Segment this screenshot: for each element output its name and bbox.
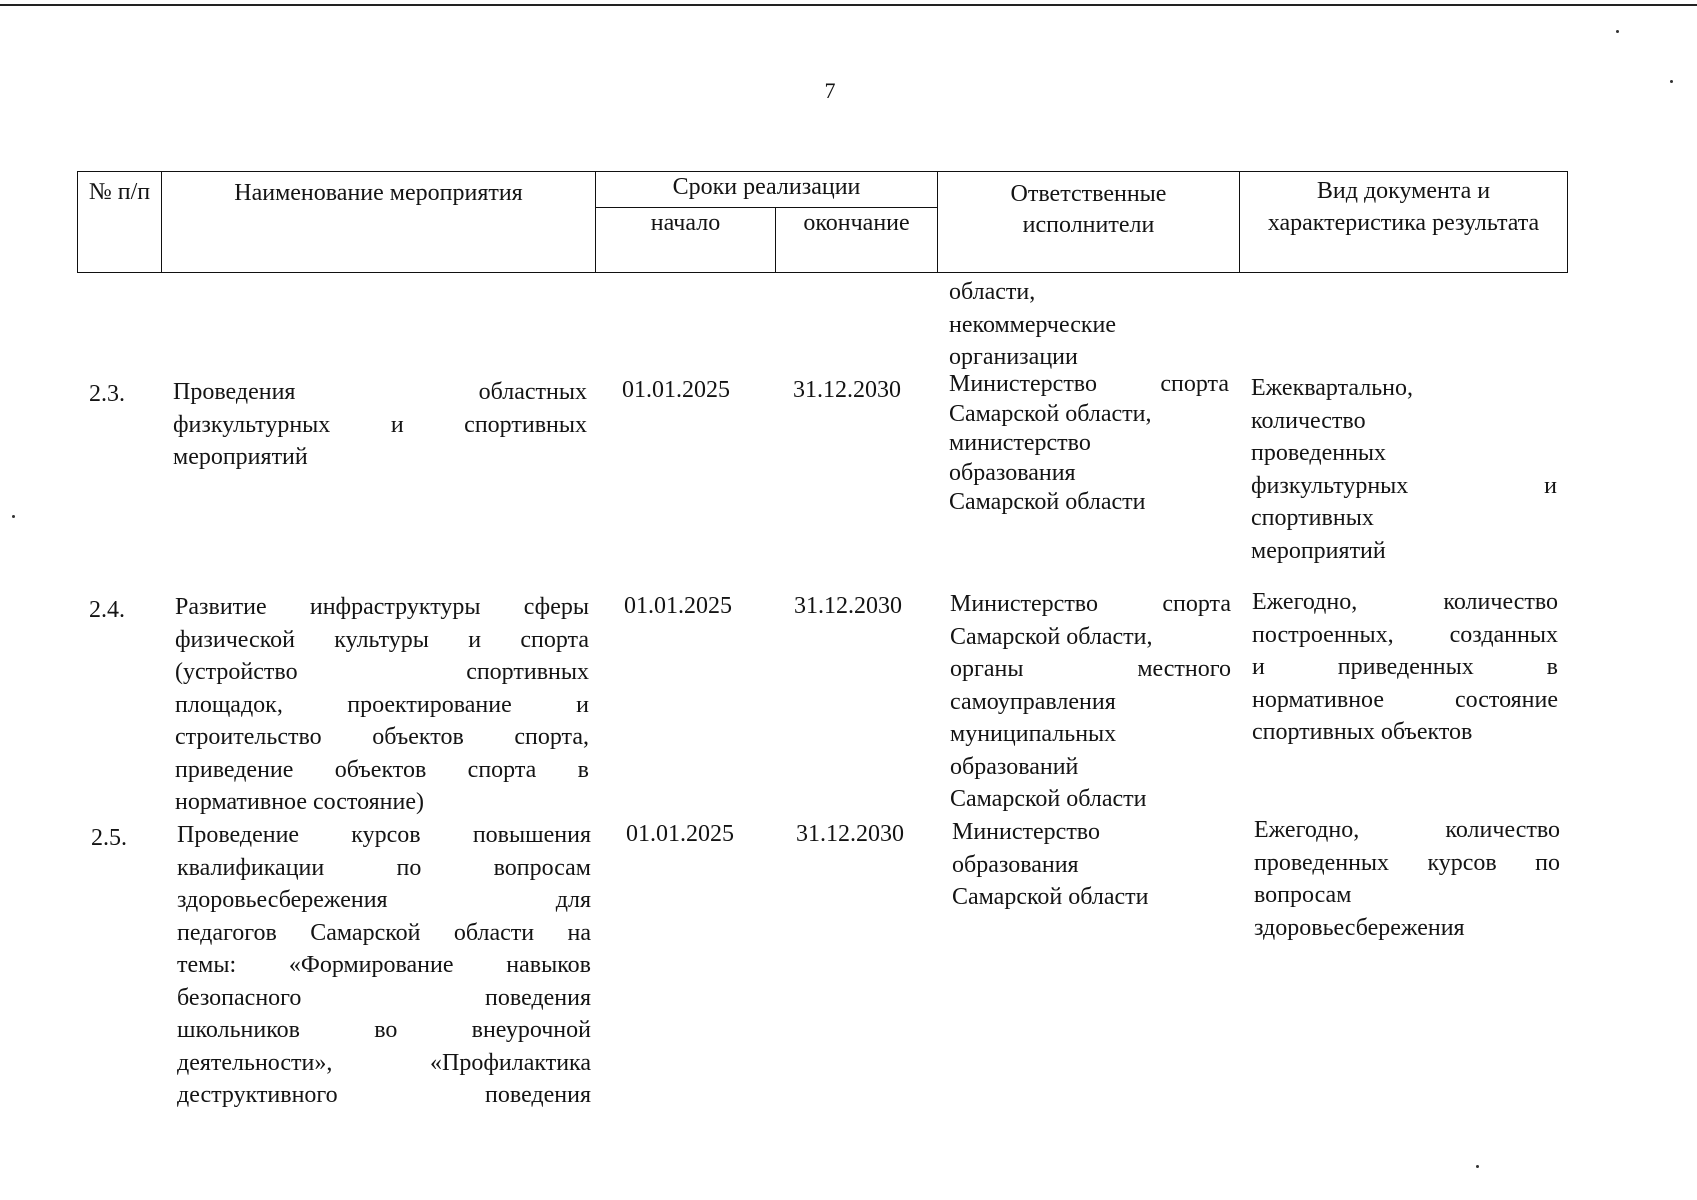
- document-line: построенных, созданных: [1252, 621, 1558, 648]
- document-line: физкультурных и: [1251, 472, 1557, 499]
- document-line: нормативное состояние: [1252, 686, 1558, 713]
- row-2-4-num: 2.4.: [89, 597, 125, 623]
- event-name-line: строительство объектов спорта,: [175, 724, 589, 750]
- document-line: мероприятий: [1251, 537, 1386, 564]
- row-2-3-responsible: [949, 370, 1229, 518]
- event-name-line: деятельности», «Профилактика: [177, 1049, 591, 1076]
- event-name-line: физкультурных и спортивных: [173, 411, 587, 438]
- row-2-4-event-name: [175, 591, 589, 819]
- row-2-4-document: [1252, 586, 1558, 749]
- event-name-line: темы: «Формирование навыков: [177, 952, 591, 978]
- row-2-3-document: [1251, 372, 1557, 567]
- document-line: спортивных: [1251, 505, 1374, 531]
- responsible-line: Самарской области: [950, 786, 1147, 812]
- row-2-4-responsible: [950, 588, 1231, 816]
- row-2-3-end: 31.12.2030: [793, 377, 901, 403]
- responsible-line: образования: [949, 459, 1076, 486]
- continuation-responsible: [949, 276, 1239, 374]
- top-border-line: [0, 4, 1697, 6]
- scan-speck: [1670, 80, 1673, 83]
- document-line: Ежегодно, количество: [1252, 589, 1558, 615]
- responsible-line: Самарской области,: [949, 400, 1152, 427]
- responsible-line: образования: [952, 851, 1079, 878]
- scan-speck: [1616, 30, 1619, 33]
- row-2-4-end: 31.12.2030: [794, 593, 902, 619]
- row-2-5-event-name: [177, 819, 591, 1112]
- row-2-4-start: 01.01.2025: [624, 593, 732, 619]
- header-event-name: Наименование мероприятия: [162, 172, 596, 273]
- header-end: окончание: [776, 207, 938, 272]
- event-name-line: приведение объектов спорта в: [175, 756, 589, 783]
- responsible-line: Министерство спорта: [949, 371, 1229, 397]
- row-2-5-document: [1254, 814, 1560, 944]
- row-2-5-responsible: [952, 816, 1233, 914]
- continuation-line: некоммерческие: [949, 311, 1117, 338]
- document-line: проведенных курсов по: [1254, 849, 1560, 876]
- event-name-line: физической культуры и спорта: [175, 626, 589, 653]
- event-name-line: безопасного поведения: [177, 984, 591, 1011]
- row-2-5-start: 01.01.2025: [626, 821, 734, 847]
- continuation-line: организации: [949, 344, 1078, 370]
- row-2-5-end: 31.12.2030: [796, 821, 904, 847]
- continuation-line: области,: [949, 279, 1036, 305]
- event-name-line: нормативное состояние): [175, 789, 424, 815]
- header-num: № п/п: [78, 172, 162, 273]
- header-document: Вид документа и характеристика результата: [1240, 172, 1568, 273]
- document-line: количество: [1251, 407, 1366, 434]
- responsible-line: Министерство спорта: [950, 591, 1231, 617]
- event-name-line: площадок, проектирование и: [175, 691, 589, 718]
- event-name-line: деструктивного поведения: [177, 1082, 591, 1108]
- responsible-line: Министерство: [952, 819, 1100, 845]
- table-header: [77, 171, 1568, 273]
- responsible-line: Самарской области: [949, 489, 1146, 515]
- responsible-line: министерство: [949, 430, 1091, 456]
- event-name-line: мероприятий: [173, 444, 308, 470]
- responsible-line: Самарской области: [952, 884, 1149, 910]
- responsible-line: органы местного: [950, 656, 1231, 682]
- responsible-line: самоуправления: [950, 688, 1116, 715]
- event-name-line: здоровьесбережения для: [177, 887, 591, 913]
- header-start: начало: [596, 207, 776, 272]
- document-line: проведенных: [1251, 440, 1387, 466]
- scan-speck: [1476, 1165, 1479, 1168]
- responsible-line: Самарской области,: [950, 623, 1153, 650]
- page-number: 7: [824, 78, 836, 103]
- scan-speck: [12, 515, 15, 518]
- header-timing: Сроки реализации: [596, 172, 938, 208]
- document-line: вопросам: [1254, 882, 1352, 908]
- document-line: спортивных объектов: [1252, 719, 1473, 745]
- responsible-line: образований: [950, 753, 1079, 780]
- event-name-line: школьников во внеурочной: [177, 1017, 591, 1043]
- header-responsible: Ответственные исполнители: [938, 172, 1240, 273]
- event-name-line: Развитие инфраструктуры сферы: [175, 594, 589, 620]
- document-line: здоровьесбережения: [1254, 914, 1465, 941]
- event-name-line: (устройство спортивных: [175, 659, 589, 685]
- event-name-line: педагогов Самарской области на: [177, 919, 591, 946]
- row-2-3-event-name: [173, 376, 587, 474]
- responsible-line: муниципальных: [950, 721, 1117, 747]
- event-name-line: Проведения областных: [173, 379, 587, 405]
- document-line: Ежеквартально,: [1251, 375, 1413, 401]
- event-name-line: квалификации по вопросам: [177, 854, 591, 881]
- row-2-3-start: 01.01.2025: [622, 377, 730, 403]
- event-name-line: Проведение курсов повышения: [177, 822, 591, 848]
- row-2-3-num: 2.3.: [89, 381, 125, 407]
- row-2-5-num: 2.5.: [91, 825, 127, 851]
- document-line: и приведенных в: [1252, 654, 1558, 680]
- document-line: Ежегодно, количество: [1254, 817, 1560, 843]
